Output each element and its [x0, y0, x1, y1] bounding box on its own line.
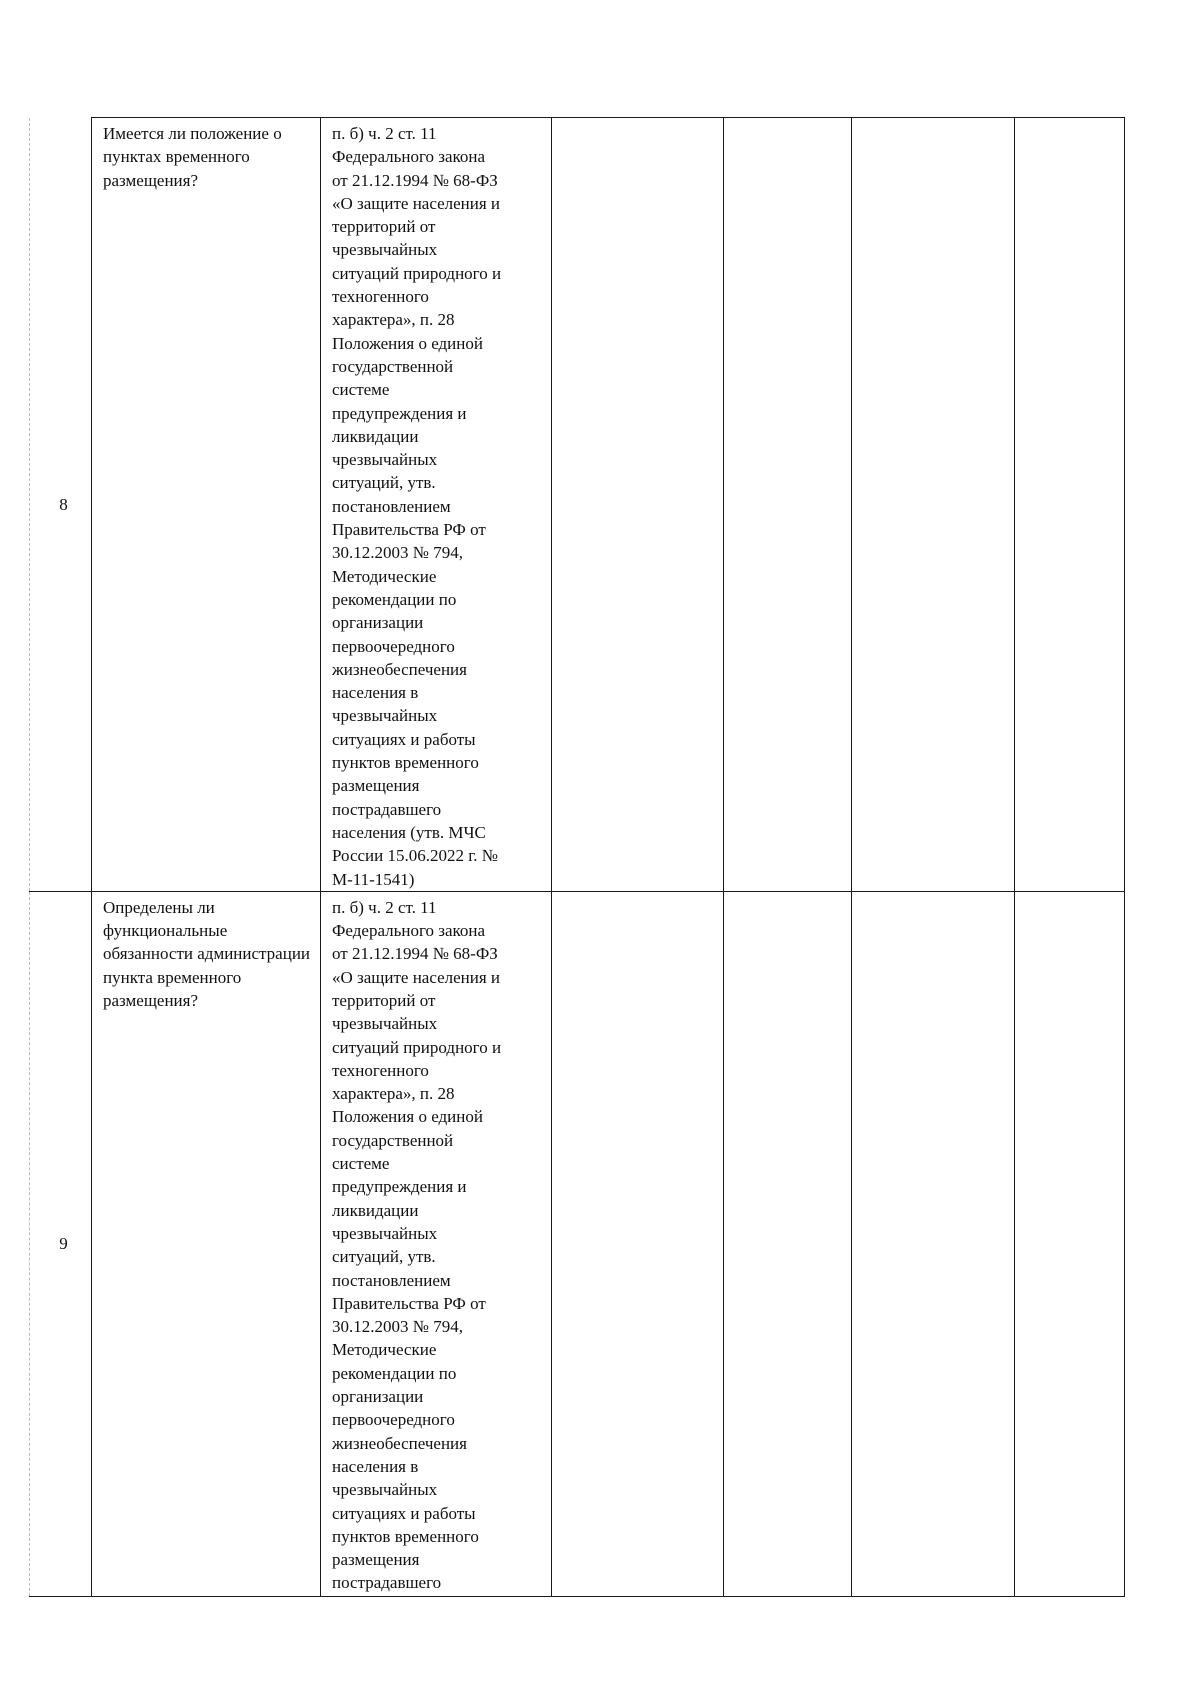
reference-line: п. б) ч. 2 ст. 11	[332, 897, 437, 917]
reference-line: организации	[332, 613, 424, 633]
row-number: 9	[59, 1234, 68, 1254]
row-number-cell	[30, 118, 92, 892]
reference-line: первоочередного	[332, 1410, 455, 1430]
reference-line: характера», п. 28	[332, 1084, 455, 1104]
reference-line: Положения о единой	[332, 1107, 483, 1127]
reference-cell	[321, 118, 552, 892]
reference-line: пострадавшего	[332, 1573, 442, 1593]
answer-cell-no	[724, 891, 852, 1596]
reference-line: ситуациях и работы	[332, 729, 476, 749]
reference-line: Правительства РФ от	[332, 520, 486, 540]
reference-line: чрезвычайных	[332, 1014, 438, 1034]
reference-line: чрезвычайных	[332, 706, 438, 726]
table-row	[30, 891, 1125, 1596]
reference-line: п. б) ч. 2 ст. 11	[332, 124, 437, 143]
reference-line: населения (утв. МЧС	[332, 822, 486, 842]
reference-line: населения в	[332, 683, 419, 703]
reference-line: предупреждения и	[332, 403, 467, 423]
reference-line: 30.12.2003 № 794,	[332, 543, 463, 563]
answer-cell-yes	[552, 118, 724, 892]
reference-text	[332, 122, 543, 891]
reference-line: чрезвычайных	[332, 240, 438, 260]
reference-line: государственной	[332, 1130, 454, 1150]
reference-line: постановлением	[332, 496, 451, 516]
reference-line: чрезвычайных	[332, 450, 438, 470]
reference-line: системе	[332, 1154, 390, 1174]
reference-line: жизнеобеспечения	[332, 1433, 467, 1453]
notes-cell	[1015, 891, 1125, 1596]
reference-line: М-11-1541)	[332, 869, 415, 889]
reference-line: рекомендации по	[332, 589, 457, 609]
reference-line: техногенного	[332, 1060, 429, 1080]
reference-line: системе	[332, 380, 390, 400]
answer-cell-yes	[552, 891, 724, 1596]
reference-line: 30.12.2003 № 794,	[332, 1317, 463, 1337]
reference-line: Федерального закона	[332, 921, 486, 941]
reference-line: России 15.06.2022 г. №	[332, 846, 499, 866]
answer-cell-no	[724, 118, 852, 892]
reference-line: первоочередного	[332, 636, 455, 656]
reference-line: ситуаций природного и	[332, 1037, 502, 1057]
reference-line: ситуациях и работы	[332, 1503, 476, 1523]
reference-line: ситуаций природного и	[332, 263, 502, 283]
reference-line: ликвидации	[332, 1200, 419, 1220]
reference-line: ситуаций, утв.	[332, 473, 436, 493]
checklist-table	[29, 117, 1125, 1597]
reference-line: от 21.12.1994 № 68-ФЗ	[332, 944, 498, 964]
reference-line: пунктов временного	[332, 1526, 479, 1546]
table-row	[30, 118, 1125, 892]
notes-cell	[1015, 118, 1125, 892]
reference-line: территорий от	[332, 217, 436, 237]
reference-line: населения в	[332, 1456, 419, 1476]
reference-line: чрезвычайных	[332, 1223, 438, 1243]
reference-text	[332, 896, 543, 1595]
reference-line: Федерального закона	[332, 147, 486, 167]
reference-line: Методические	[332, 1340, 437, 1360]
reference-line: техногенного	[332, 287, 429, 307]
question-text: Имеется ли положение о пунктах временного размещения?	[103, 124, 282, 190]
reference-line: ликвидации	[332, 426, 419, 446]
row-number: 8	[59, 494, 68, 514]
question-cell	[92, 891, 321, 1596]
reference-line: жизнеобеспечения	[332, 659, 467, 679]
reference-line: Положения о единой	[332, 333, 483, 353]
reference-line: характера», п. 28	[332, 310, 455, 330]
reference-line: «О защите населения и	[332, 967, 501, 987]
reference-line: государственной	[332, 356, 454, 376]
reference-line: пострадавшего	[332, 799, 442, 819]
reference-line: размещения	[332, 776, 420, 796]
answer-cell-na	[852, 118, 1015, 892]
question-cell	[92, 118, 321, 892]
reference-cell	[321, 891, 552, 1596]
reference-line: постановлением	[332, 1270, 451, 1290]
reference-line: чрезвычайных	[332, 1480, 438, 1500]
reference-line: рекомендации по	[332, 1363, 457, 1383]
reference-line: территорий от	[332, 990, 436, 1010]
row-number-cell	[30, 891, 92, 1596]
reference-line: от 21.12.1994 № 68-ФЗ	[332, 170, 498, 190]
reference-line: размещения	[332, 1550, 420, 1570]
reference-line: организации	[332, 1387, 424, 1407]
reference-line: Методические	[332, 566, 437, 586]
question-text: Определены ли функциональные обязанности администрации пункта временного размещения?	[103, 897, 311, 1010]
reference-line: ситуаций, утв.	[332, 1247, 436, 1267]
reference-line: пунктов временного	[332, 753, 479, 773]
reference-line: предупреждения и	[332, 1177, 467, 1197]
reference-line: Правительства РФ от	[332, 1293, 486, 1313]
reference-line: «О защите населения и	[332, 193, 501, 213]
answer-cell-na	[852, 891, 1015, 1596]
